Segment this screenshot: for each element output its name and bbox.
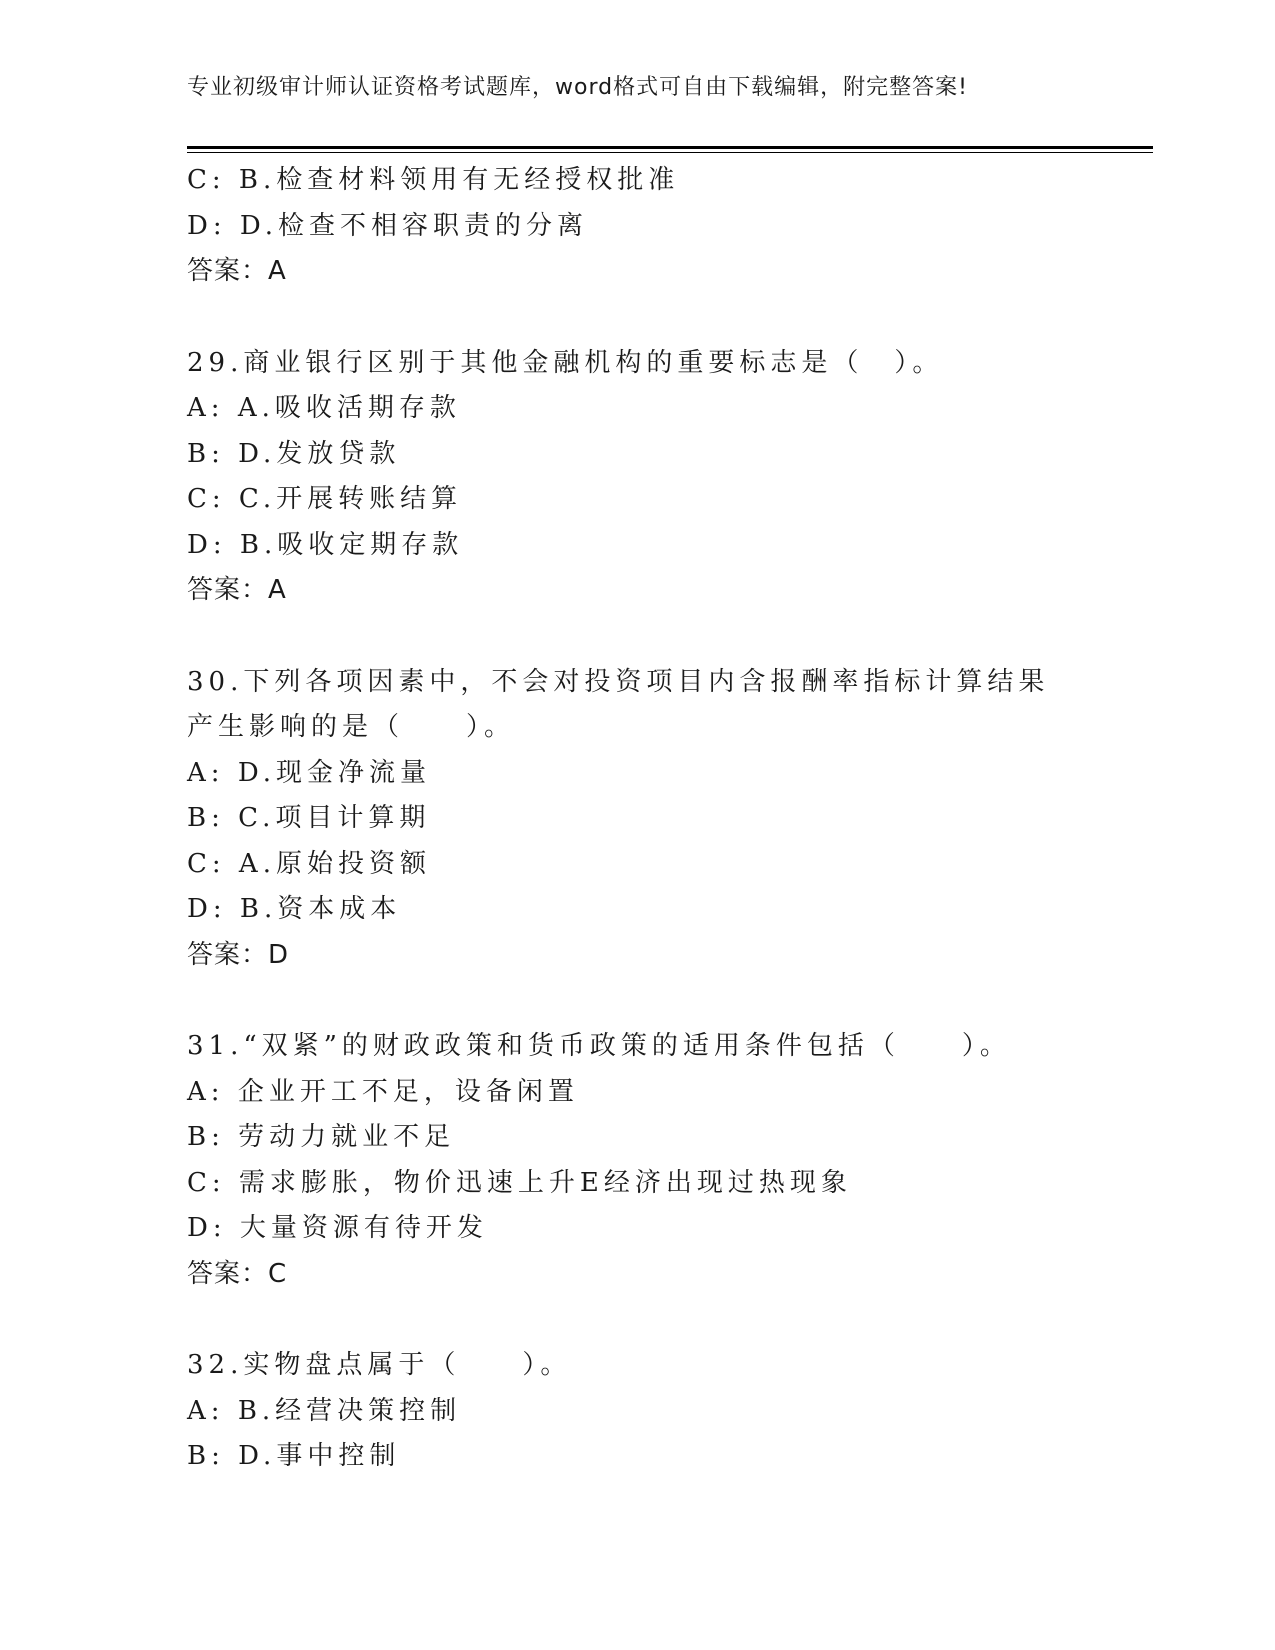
question-list	[187, 158, 1087, 1480]
question-stem: 30.下列各项因素中，不会对投资项目内含报酬率指标计算结果产生影响的是（ ）。	[187, 666, 1050, 742]
option-c: C: C.开展转账结算	[187, 484, 463, 514]
header-rule-thick	[187, 146, 1153, 149]
option-d: D: B.吸收定期存款	[187, 529, 464, 560]
option-b: B: C.项目计算期	[187, 803, 431, 833]
question-stem: 32.实物盘点属于（ ）。	[187, 1350, 572, 1380]
header-rule-thin	[187, 152, 1153, 153]
option-c: C: A.原始投资额	[187, 848, 431, 879]
option-a: A: A.吸收活期存款	[187, 393, 461, 423]
question-31	[187, 1024, 1087, 1297]
document-header: 专业初级审计师认证资格考试题库，word格式可自由下载编辑，附完整答案!	[187, 75, 968, 100]
option-a: A: 企业开工不足，设备闲置	[187, 1076, 579, 1107]
option-c: C: 需求膨胀，物价迅速上升E经济出现过热现象	[187, 1167, 852, 1198]
option-b: B: 劳动力就业不足	[187, 1122, 456, 1152]
question-stem: 31.“双紧”的财政政策和货币政策的适用条件包括（ ）。	[187, 1031, 1011, 1061]
answer-line: 答案：A	[187, 575, 287, 605]
answer-line: 答案：A	[187, 256, 287, 286]
option-b: B: D.发放贷款	[187, 438, 401, 469]
question-28-continuation	[187, 158, 1087, 295]
answer-line: 答案：C	[187, 1258, 288, 1289]
question-stem: 29.商业银行区别于其他金融机构的重要标志是（ ）。	[187, 347, 944, 378]
option-a: A: B.经营决策控制	[187, 1395, 462, 1426]
option-a: A: D.现金净流量	[187, 757, 431, 788]
question-29	[187, 341, 1087, 614]
option-b: B: D.事中控制	[187, 1441, 401, 1471]
question-32	[187, 1343, 1087, 1480]
option-d: D: 大量资源有待开发	[187, 1213, 488, 1243]
option-c: C: B.检查材料领用有无经授权批准	[187, 165, 680, 195]
option-d: D: D.检查不相容职责的分离	[187, 210, 589, 241]
option-d: D: B.资本成本	[187, 894, 402, 924]
answer-line: 答案：D	[187, 939, 290, 970]
question-30	[187, 660, 1087, 979]
